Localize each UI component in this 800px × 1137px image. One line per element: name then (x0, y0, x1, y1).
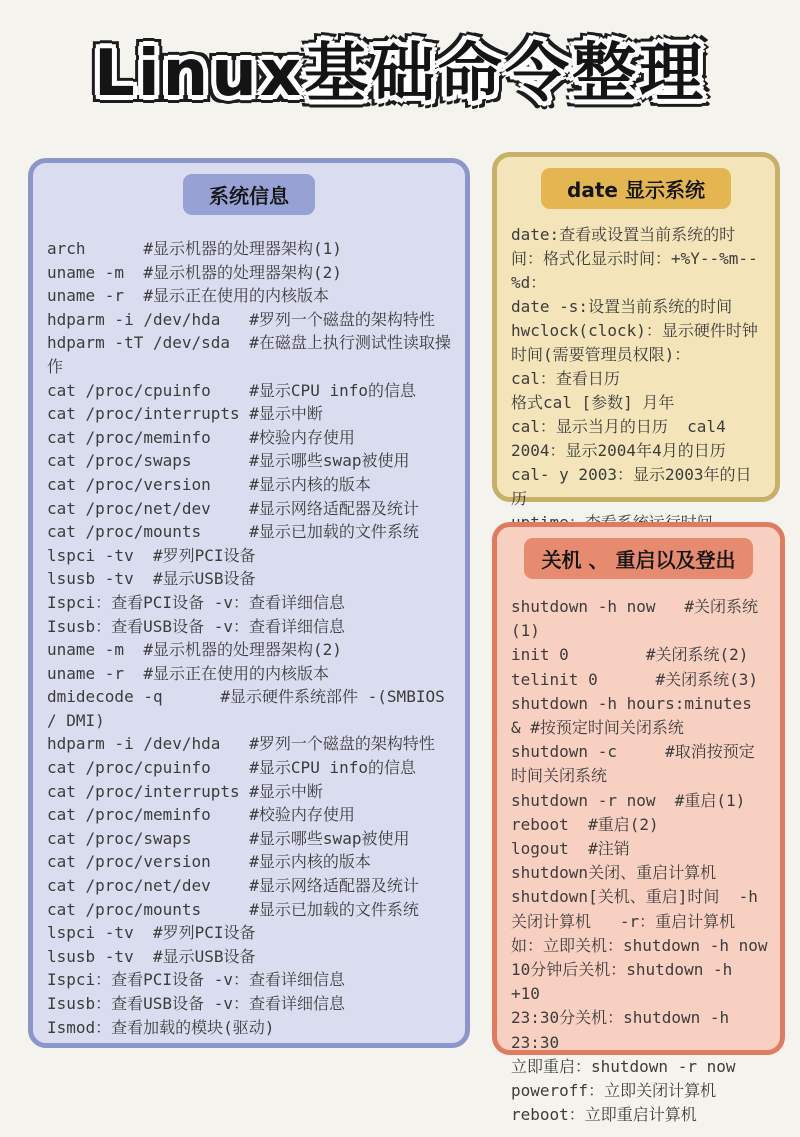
command-line: cat /proc/version #显示内核的版本 (47, 852, 371, 872)
date-system-command-list (497, 209, 775, 545)
command-line: shutdown -h hours:minutes & #按预定时间关闭系统 (511, 693, 762, 738)
system-info-header: 系统信息 (183, 174, 315, 215)
command-line: cat /proc/swaps #显示哪些swap被使用 (47, 828, 410, 848)
command-line: cat /proc/mounts #显示已加载的文件系统 (47, 522, 419, 542)
command-line: cat /proc/swaps #显示哪些swap被使用 (47, 451, 410, 471)
command-line: shutdown[关机、重启]时间 -h关闭计算机 -r：重启计算机 (511, 887, 758, 931)
command-line: uname -m #显示机器的处理器架构(2) (47, 640, 342, 660)
command-line: hdparm -i /dev/hda #罗列一个磁盘的架构特性 (47, 734, 435, 754)
command-line: init 0 #关闭系统(2) (511, 645, 749, 665)
command-line: hwclock(clock)：显示硬件时钟时间(需要管理员权限)： (511, 321, 758, 364)
command-line: cat /proc/cpuinfo #显示CPU info的信息 (47, 380, 416, 400)
command-line: Ispci：查看PCI设备 -v：查看详细信息 (47, 970, 345, 990)
command-line: hdparm -i /dev/hda #罗列一个磁盘的架构特性 (47, 309, 435, 329)
command-line: lsusb -tv #显示USB设备 (47, 946, 256, 966)
command-line: lspci -tv #罗列PCI设备 (47, 545, 256, 565)
command-line: 如：立即关机：shutdown -h now (511, 935, 768, 955)
command-line: telinit 0 #关闭系统(3) (511, 669, 759, 689)
command-line: shutdown关闭、重启计算机 (511, 863, 717, 883)
command-line: shutdown -r now #重启(1) (511, 790, 746, 810)
command-line: cat /proc/net/dev #显示网络适配器及统计 (47, 498, 419, 518)
command-line: cal- y 2003：显示2003年的日历 (511, 465, 752, 508)
command-line: uname -r #显示正在使用的内核版本 (47, 286, 329, 306)
command-line: cat /proc/meminfo #校验内存使用 (47, 427, 355, 447)
command-line: shutdown -h now #关闭系统(1) (511, 597, 759, 641)
command-line: shutdown -c #取消按预定时间关闭系统 (511, 742, 755, 786)
command-line: lspci -tv #罗列PCI设备 (47, 923, 256, 943)
command-line: date -s:设置当前系统的时间 (511, 297, 733, 316)
command-line: cal：显示当月的日历 cal4 2004：显示2004年4月的日历 (511, 417, 736, 460)
command-line: cat /proc/meminfo #校验内存使用 (47, 805, 355, 825)
command-line: uname -r #显示正在使用的内核版本 (47, 663, 329, 683)
command-line: uname -m #显示机器的处理器架构(2) (47, 262, 342, 282)
command-line: lsusb -tv #显示USB设备 (47, 569, 256, 589)
command-line: reboot：立即重启计算机 (511, 1105, 697, 1125)
command-line: arch #显示机器的处理器架构(1) (47, 239, 342, 258)
command-line: cat /proc/interrupts #显示中断 (47, 404, 323, 424)
system-info-panel (28, 158, 470, 1048)
command-line: hdparm -tT /dev/sda #在磁盘上执行测试性读取操作 (47, 333, 451, 376)
command-line: date:查看或设置当前系统的时间：格式化显示时间：+%Y--%m--%d： (511, 225, 758, 292)
command-line: 10分钟后关机：shutdown -h +10 (511, 960, 742, 1004)
command-line: cat /proc/interrupts #显示中断 (47, 781, 323, 801)
date-system-panel (492, 152, 780, 508)
page-title: Linux基础命令整理 (93, 37, 707, 111)
command-line: 立即重启：shutdown -r now (511, 1056, 736, 1076)
command-line: Ispci：查看PCI设备 -v：查看详细信息 (47, 592, 345, 612)
command-line: dmidecode -q #显示硬件系统部件 -(SMBIOS / DMI) (47, 687, 455, 730)
command-line: Ismod：查看加载的模块(驱动) (47, 1017, 275, 1037)
command-line: logout #注销 (511, 839, 630, 859)
shutdown-command-list (497, 579, 780, 1137)
command-line: Isusb：查看USB设备 -v：查看详细信息 (47, 616, 345, 636)
command-line: cat /proc/version #显示内核的版本 (47, 474, 371, 494)
command-line: 23:30分关机：shutdown -h 23:30 (511, 1008, 739, 1052)
shutdown-header: 关机 、 重启以及登出 (524, 538, 754, 579)
command-line: cat /proc/cpuinfo #显示CPU info的信息 (47, 758, 416, 778)
shutdown-panel (492, 522, 785, 1125)
command-line: poweroff：立即关闭计算机 (511, 1081, 717, 1101)
system-info-command-list (33, 215, 465, 1049)
command-line: cat /proc/mounts #显示已加载的文件系统 (47, 899, 419, 919)
command-line: 格式cal [参数] 月年 (511, 393, 675, 412)
command-line: Isusb：查看USB设备 -v：查看详细信息 (47, 994, 345, 1013)
command-line: reboot #重启(2) (511, 814, 659, 834)
command-line: cat /proc/net/dev #显示网络适配器及统计 (47, 876, 419, 896)
date-system-header: date 显示系统 (541, 168, 731, 209)
command-line: cal：查看日历 (511, 369, 620, 388)
